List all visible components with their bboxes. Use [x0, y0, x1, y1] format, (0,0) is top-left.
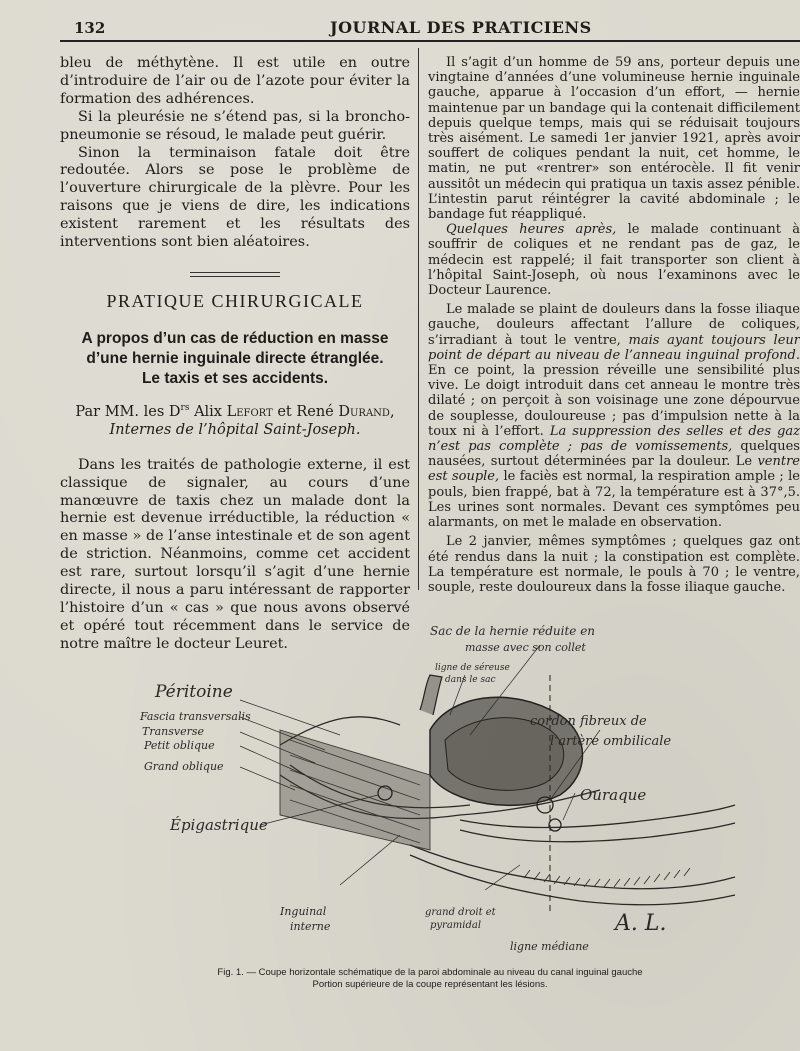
italic-text: La suppression des selles et des gaz n’est pas complète ; pas de vomissements, — [428, 423, 800, 455]
author1-last: Lefort — [226, 403, 273, 420]
byline — [60, 399, 410, 439]
anatomical-figure — [130, 615, 740, 965]
label-ouraque: Ouraque — [580, 786, 647, 804]
author1-first: Alix — [194, 403, 222, 420]
leader-line — [563, 793, 575, 820]
artist-initials: A. L. — [615, 911, 667, 936]
paragraph-text: En ce point, la pression réveille une sensibilité plus vive. Le doigt introduit dans cet anneau le montre très dilaté ; on perçoit à son voisinage une zone dépourvue de souplesse, douloureuse ; pas d’impulsion nette à la toux ni à l’effort. — [428, 363, 800, 439]
column-divider — [418, 48, 419, 590]
label-ligne-mediane: ligne médiane — [510, 940, 589, 953]
section-title: PRATIQUE CHIRURGICALE — [106, 290, 364, 311]
italic-text: ventre est souple, — [428, 454, 800, 485]
paragraph: Dans les traités de pathologie externe, il est classique de signaler, au cours d’une manœuvre de taxis chez un malade dont la hernie est devenue irréductible, la réduction « en masse » de l’anse intestinale et de son agent de striction. Néanmoins, comme cet accident est rare, surtout lorsqu’il s’agit d’une hernie directe, il nous a paru intéressant de rapporter l’histoire d’un « cas » que nous avons observé et opéré tout récemment dans le service de notre maître le docteur Leuret. — [60, 456, 410, 652]
article-title-line: Le taxis et ses accidents. — [141, 369, 329, 387]
label-sous-2: dans le sac — [445, 675, 496, 685]
label-peritoine: Péritoine — [155, 682, 233, 702]
paragraph-text: le malade continuant à souffrir de coliques et ne rendant pas de gaz, le médecin est rappelé; il fait transporter son client à l’hôpital Saint-Joseph, où nous l’examinons avec le Docteur Laurence. — [428, 222, 800, 299]
paragraph-text: le faciès est normal, la respiration ample ; le pouls, bien frappé, bat à 72, la température est à 37°,5. Les urines sont normales. Devant ces symptômes peu alarmants, on met le malade en observation. — [428, 469, 800, 531]
paragraph: Si la pleurésie ne s’étend pas, si la broncho-pneumonie se résoud, le malade peut guérir. — [60, 108, 410, 143]
label-grand-oblique: Grand oblique — [144, 760, 224, 773]
caption-line: Fig. 1. — Coupe horizontale schématique de la paroi abdominale au niveau du canal inguinal gauche — [217, 967, 643, 978]
label-sac-2: masse avec son collet — [465, 641, 586, 654]
paragraph: bleu de méthytène. Il est utile en outre d’introduire de l’air ou de l’azote pour éviter la formation des adhérences. — [60, 55, 410, 107]
right-column — [428, 55, 800, 595]
leader-line — [340, 835, 400, 885]
label-petit-oblique: Petit oblique — [144, 739, 215, 752]
cord-tube — [420, 675, 442, 715]
article-title — [60, 329, 410, 389]
label-inguinal-2: interne — [290, 920, 331, 933]
ouraque-cord — [549, 819, 561, 831]
label-cordon-2: l’artère ombilicale — [550, 734, 672, 749]
label-grand-droit: grand droit et — [425, 907, 496, 918]
rectus-hatching — [524, 868, 690, 887]
wall-layer — [410, 845, 735, 889]
byline-prefix: Par MM. les D — [75, 403, 181, 420]
author2-last: Durand, — [338, 403, 395, 420]
label-fascia: Fascia transversalis — [140, 710, 251, 723]
affiliation: Internes de l’hôpital Saint-Joseph. — [109, 421, 361, 438]
paragraph: Sinon la terminaison fatale doit être redoutée. Alors se pose le problème de l’ouverture chirurgicale de la plèvre. Pour les raisons que je viens de dire, les indications existent rarement et les résultats des interventions sont bien aléatoires. — [60, 144, 410, 251]
page-number: 132 — [74, 19, 106, 37]
italic-text: Quelques heures après, — [446, 222, 617, 238]
paragraph-text: Le malade se plaint de douleurs dans la fosse iliaque gauche, douleurs affectant l’allure de coliques, s’irradiant à tout le ventre, — [428, 302, 800, 348]
article-title-line: d’une hernie inguinale directe étranglée. — [86, 349, 384, 367]
italic-text: mais ayant toujours leur point de départ au niveau de l’anneau inguinal profond. — [428, 332, 800, 363]
paragraph — [428, 302, 800, 530]
header-rule — [60, 40, 800, 42]
paragraph — [428, 222, 800, 298]
figure-caption — [150, 967, 710, 991]
label-grand-droit-2: pyramidal — [430, 920, 482, 931]
label-cordon: cordon fibreux de — [530, 714, 647, 729]
byline-rs: rs — [180, 402, 190, 413]
label-inguinal: Inguinal — [280, 905, 327, 918]
journal-title: JOURNAL DES PRATICIENS — [330, 18, 592, 37]
paragraph-text: quelques nausées, surtout déterminées par la douleur. Le — [428, 439, 800, 470]
article-title-line: A propos d’un cas de réduction en masse — [81, 329, 389, 347]
figure-drawing — [130, 615, 740, 965]
section-separator — [190, 272, 280, 277]
label-sac: Sac de la hernie réduite en — [430, 624, 596, 638]
muscle-block — [280, 730, 430, 850]
page-header — [60, 15, 800, 43]
author2-first: René — [296, 403, 334, 420]
caption-line: Portion supérieure de la coupe représentant les lésions. — [312, 979, 548, 990]
label-sous: ligne de séreuse — [435, 663, 510, 673]
label-transverse: Transverse — [142, 725, 205, 738]
left-column — [60, 55, 410, 654]
label-epigastrique: Épigastrique — [170, 816, 268, 834]
byline-and: et — [277, 403, 292, 420]
paragraph: Le 2 janvier, mêmes symptômes ; quelques gaz ont été rendus dans la nuit ; la constipation est complète. La température est normale, le pouls à 70 ; le ventre, souple, reste douloureux dans la fosse iliaque gauche. — [428, 534, 800, 595]
paragraph: Il s’agit d’un homme de 59 ans, porteur depuis une vingtaine d’années d’une volumineuse hernie inguinale gauche, apparue à l’occasion d’un effort, — hernie maintenue par un bandage qui la contenait difficilement depuis quelque temps, mais qui se réduisait toujours très aisément. Le samedi 1er janvier 1921, après avoir souffert de coliques pendant la nuit, cet homme, le matin, ne put «rentrer» son entérocèle. Il fit venir aussitôt un médecin qui pratiqua un taxis assez pénible. L’intestin parut réintégrer la cavité abdominale ; le bandage fut réappliqué. — [428, 55, 800, 223]
wall-layer — [460, 805, 735, 828]
leader-line — [240, 700, 340, 735]
